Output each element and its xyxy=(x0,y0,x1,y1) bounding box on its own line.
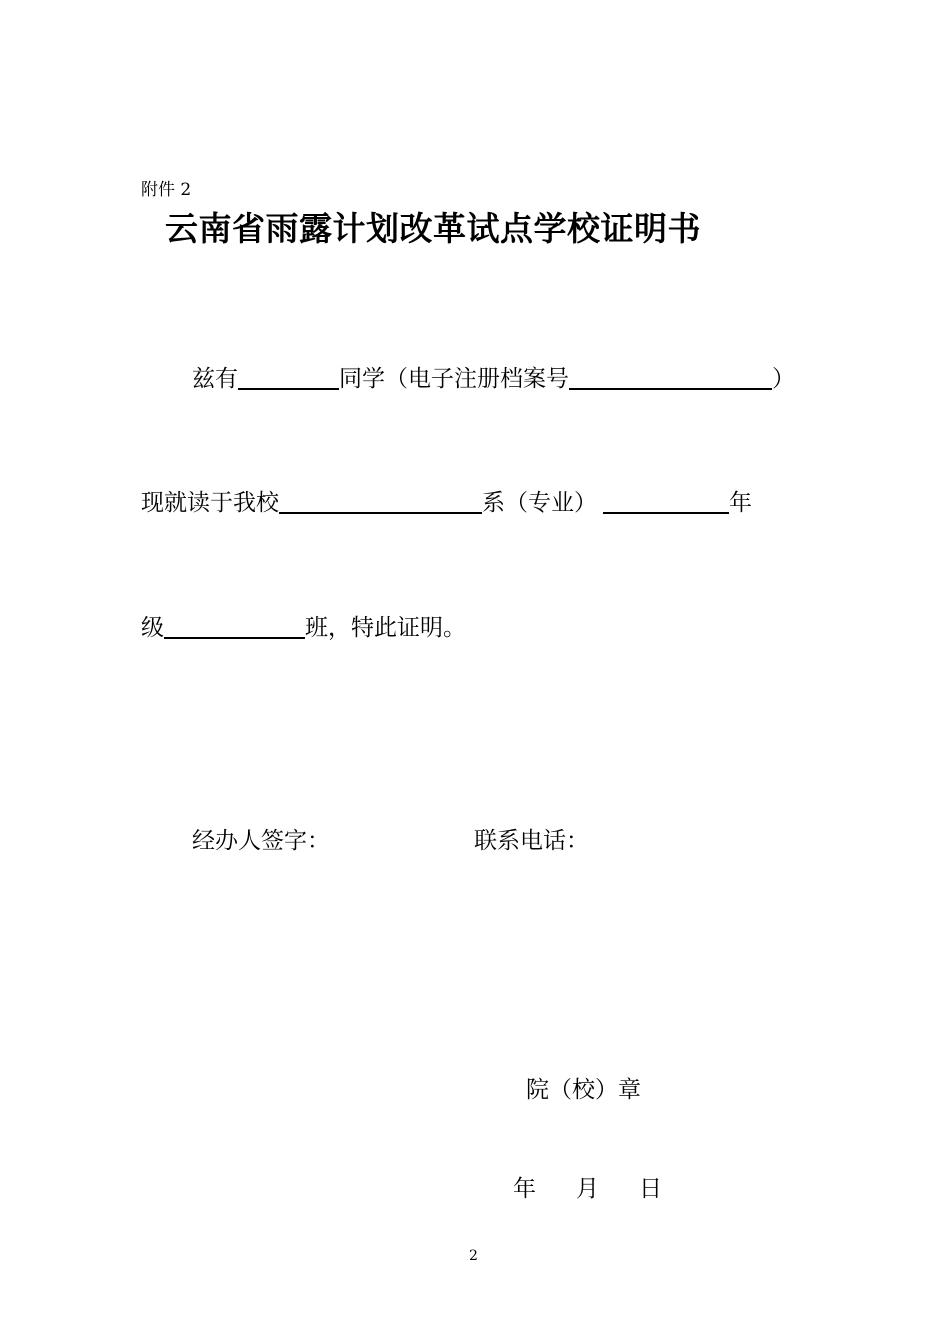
line2-prefix: 现就读于我校 xyxy=(141,490,279,516)
body-line-2 xyxy=(141,484,752,517)
student-name-blank xyxy=(238,362,339,390)
seal-label: 院（校）章 xyxy=(526,1077,641,1103)
major-blank xyxy=(603,486,729,514)
date-line xyxy=(513,1170,662,1203)
line1-prefix: 兹有 xyxy=(192,366,238,392)
line1-mid: 同学（电子注册档案号 xyxy=(339,366,569,392)
date-year: 年 xyxy=(513,1176,536,1202)
registration-number-blank xyxy=(569,362,772,390)
line2-mid: 系（专业） xyxy=(482,490,597,516)
attachment-label: 附件 2 xyxy=(141,180,192,200)
line1-suffix: ） xyxy=(772,366,795,392)
line3-suffix: 班，特此证明。 xyxy=(305,615,466,641)
document-title: 云南省雨露计划改革试点学校证明书 xyxy=(165,209,701,248)
department-blank xyxy=(279,486,482,514)
body-line-3 xyxy=(141,609,466,642)
line3-prefix: 级 xyxy=(141,615,164,641)
signature-label: 经办人签字： xyxy=(192,828,330,854)
body-line-1 xyxy=(192,360,795,393)
class-blank xyxy=(164,611,305,639)
line2-suffix: 年 xyxy=(729,490,752,516)
date-day: 日 xyxy=(639,1176,662,1202)
page-number: 2 xyxy=(469,1248,478,1264)
date-month: 月 xyxy=(576,1176,599,1202)
phone-label: 联系电话： xyxy=(474,828,589,854)
